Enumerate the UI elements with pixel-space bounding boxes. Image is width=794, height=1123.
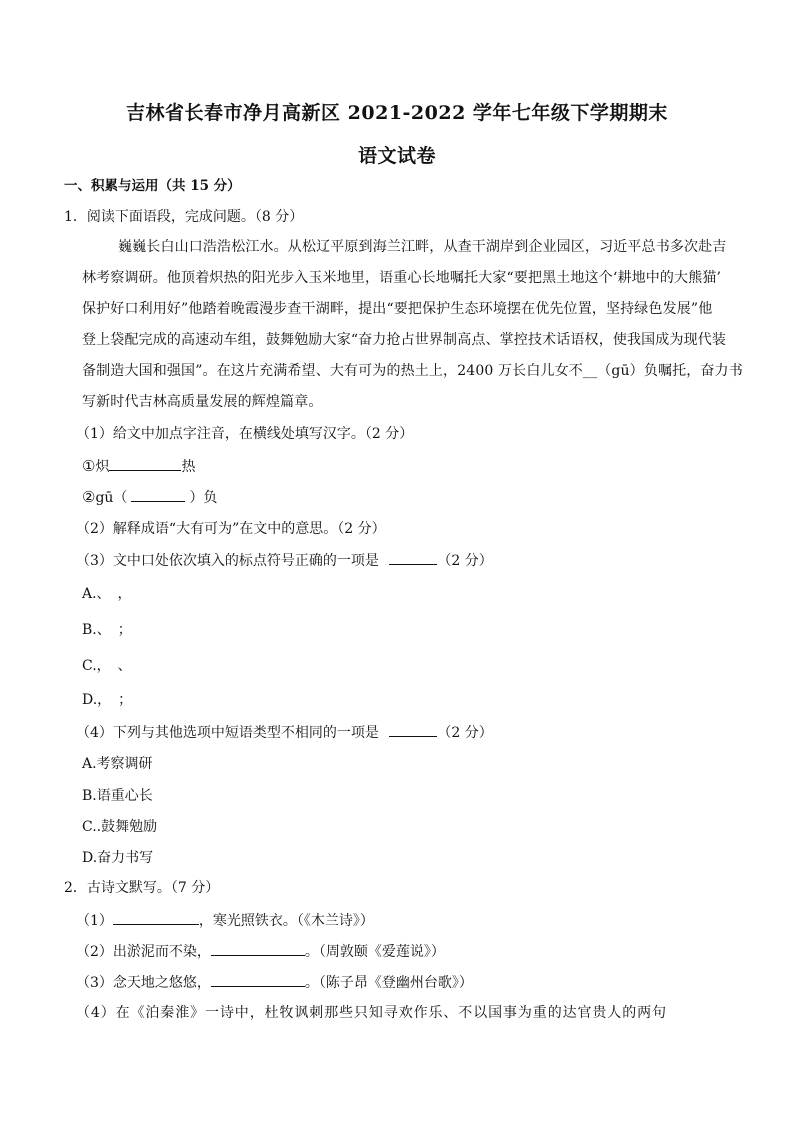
recitation-line-1: （1） ，寒光照铁衣。（《木兰诗》）	[76, 910, 374, 931]
passage-line-1: 巍巍长白山口浩浩松江水。从松辽平原到海兰江畔，从查干湖岸到企业园区，习近平总书多次赴吉	[118, 239, 727, 255]
circled-number-2: ②	[82, 488, 96, 506]
answer-blank[interactable]	[389, 722, 437, 737]
recitation-line-4: （4）在《泊秦淮》一诗中，杜牧讽刺那些只知寻欢作乐、不以国事为重的达官贵人的两句	[76, 1005, 667, 1021]
passage-line-2: 林考察调研。他顶着炽热的阳光步入玉米地里，语重心长地嘱托大家“要把黑土地这个‘耕地中的大熊猫’	[82, 270, 722, 286]
passage-line-4: 登上袋配完成的高速动车组，鼓舞勉励大家“奋力抢占世界制高点、掌控技术话语权，使我国成为现代装	[82, 332, 727, 348]
pinyin-item-1: ①炽 热	[82, 457, 196, 475]
option-c: C..鼓舞勉励	[82, 819, 158, 835]
circled-number-1: ①	[82, 457, 96, 475]
passage-line-6: 写新时代吉林高质量发展的辉煌篇章。	[82, 394, 323, 410]
subquestion-3: （3）文中口处依次填入的标点符号正确的一项是 （2 分）	[76, 550, 493, 571]
answer-blank[interactable]	[113, 910, 199, 925]
question-1-stem: 1．阅读下面语段，完成问题。（8 分）	[64, 209, 304, 225]
option-b: B.、 ；	[82, 622, 132, 638]
recitation-line-3: （3）念天地之悠悠， 。（陈子昂《登幽州台歌》）	[76, 972, 473, 993]
answer-blank[interactable]	[131, 487, 185, 502]
option-d: D.， ；	[82, 692, 133, 708]
answer-blank[interactable]	[389, 550, 437, 565]
pinyin-item-2: ②gū（ ）负	[82, 488, 218, 506]
passage-line-5: 备制造大国和强国”。在这片充满希望、大有可为的热土上，2400 万长白儿女不__（gū）负嘱托，奋力书	[82, 363, 743, 379]
section-heading: 一、积累与运用（共 15 分）	[64, 178, 241, 194]
recitation-line-2: （2）出淤泥而不染， 。（周敦颐《爱莲说》）	[76, 941, 445, 962]
option-b: B.语重心长	[82, 788, 153, 804]
option-c: C.， 、	[82, 658, 132, 674]
answer-blank[interactable]	[211, 972, 305, 987]
exam-title: 吉林省长春市净月高新区 2021-2022 学年七年级下学期期末	[126, 102, 668, 124]
option-d: D.奋力书写	[82, 850, 154, 866]
answer-blank[interactable]	[109, 456, 181, 471]
subquestion-2: （2）解释成语“大有可为”在文中的意思。（2 分）	[76, 521, 386, 537]
question-2-stem: 2．古诗文默写。（7 分）	[64, 880, 220, 896]
answer-blank[interactable]	[211, 941, 305, 956]
option-a: A.、 ，	[82, 586, 132, 602]
exam-subtitle: 语文试卷	[357, 145, 436, 167]
dotted-char: 炽	[95, 459, 110, 475]
subquestion-1: （1）给文中加点字注音，在横线处填写汉字。（2 分）	[76, 426, 414, 442]
passage-line-3: 保护好口利用好”他踏着晚霞漫步查干湖畔，提出“要把保护生态环境摆在优先位置，坚持绿色发展”他	[82, 301, 713, 317]
subquestion-4: （4）下列与其他选项中短语类型不相同的一项是 （2 分）	[76, 722, 493, 743]
option-a: A.考察调研	[82, 756, 153, 772]
